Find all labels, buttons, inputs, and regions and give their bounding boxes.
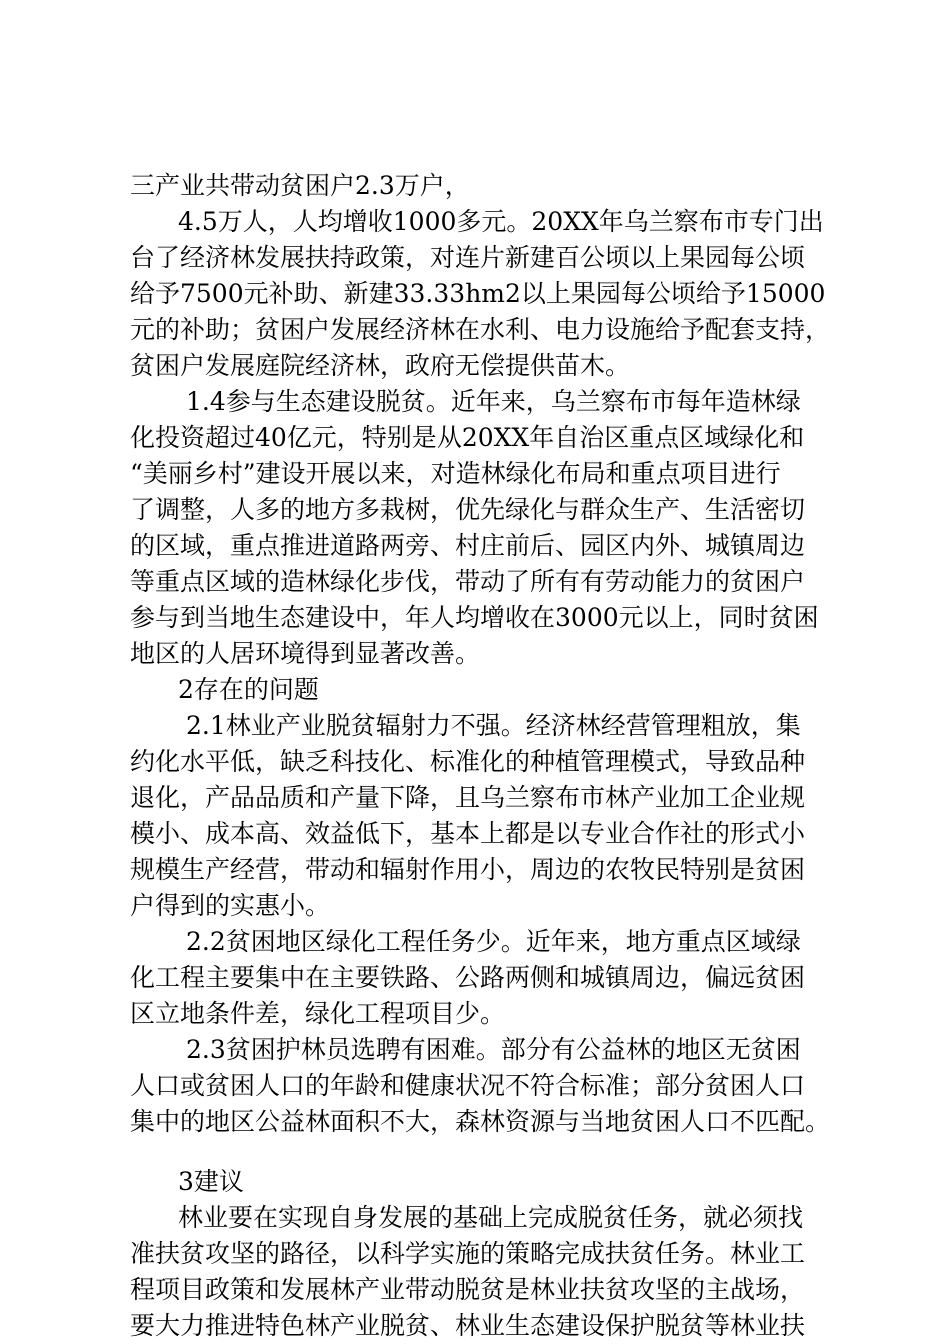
- text-line-6: 贫困户发展庭院经济林，政府无偿提供苗木。: [130, 351, 631, 380]
- text-line-8: 化投资超过40亿元，特别是从20XX年自治区重点区域绿化和: [130, 423, 805, 452]
- text-line-30: 准扶贫攻坚的路径，以科学实施的策略完成扶贫任务。林业工: [130, 1239, 806, 1268]
- text-line-12: 等重点区域的造林绿化步伐，带动了所有有劳动能力的贫困户: [130, 567, 806, 596]
- text-line-4: 给予7500元补助、新建33.33hm2以上果园每公顷给予15000: [130, 279, 826, 308]
- text-line-31: 程项目政策和发展林产业带动脱贫是林业扶贫攻坚的主战场，: [130, 1275, 806, 1304]
- text-line-14: 地区的人居环境得到显著改善。: [130, 639, 481, 668]
- text-line-9: “美丽乡村”建设开展以来，对造林绿化布局和重点项目进行: [130, 459, 781, 488]
- text-line-3: 台了经济林发展扶持政策，对连片新建百公顷以上果园每公顷: [130, 243, 806, 272]
- text-line-2: 4.5万人，人均增收1000多元。20XX年乌兰察布市专门出: [178, 207, 824, 236]
- text-line-22: 2.2贫困地区绿化工程任务少。近年来，地方重点区域绿: [186, 927, 801, 956]
- text-line-29: 林业要在实现自身发展的基础上完成脱贫任务，就必须找: [178, 1203, 804, 1232]
- text-line-17: 约化水平低，缺乏科技化、标准化的种植管理模式，导致品种: [130, 747, 806, 776]
- text-line-26: 人口或贫困人口的年龄和健康状况不符合标准；部分贫困人口: [130, 1071, 806, 1100]
- text-line-20: 规模生产经营，带动和辐射作用小，周边的农牧民特别是贫困: [130, 855, 806, 884]
- text-line-11: 的区域，重点推进道路两旁、村庄前后、园区内外、城镇周边: [130, 531, 806, 560]
- text-line-16: 2.1林业产业脱贫辐射力不强。经济林经营管理粗放，集: [186, 711, 801, 740]
- text-line-32: 要大力推进特色林产业脱贫、林业生态建设保护脱贫等林业扶: [130, 1311, 806, 1340]
- text-line-10: 了调整，人多的地方多栽树，优先绿化与群众生产、生活密切: [130, 495, 806, 524]
- section-heading-suggestions: 3建议: [178, 1167, 244, 1196]
- text-line-25: 2.3贫困护林员选聘有困难。部分有公益林的地区无贫困: [186, 1035, 801, 1064]
- text-line-5: 元的补助；贫困户发展经济林在水利、电力设施给予配套支持，: [130, 315, 831, 344]
- text-line-23: 化工程主要集中在主要铁路、公路两侧和城镇周边，偏远贫困: [130, 963, 806, 992]
- text-line-13: 参与到当地生态建设中，年人均增收在3000元以上，同时贫困: [130, 603, 819, 632]
- text-line-18: 退化，产品品质和产量下降，且乌兰察布市林产业加工企业规: [130, 783, 806, 812]
- section-heading-problems: 2存在的问题: [178, 675, 319, 704]
- text-line-21: 户得到的实惠小。: [130, 891, 331, 920]
- text-line-7: 1.4参与生态建设脱贫。近年来，乌兰察布市每年造林绿: [186, 387, 801, 416]
- text-line-27: 集中的地区公益林面积不大，森林资源与当地贫困人口不匹配。: [130, 1107, 831, 1136]
- text-line-19: 模小、成本高、效益低下，基本上都是以专业合作社的形式小: [130, 819, 806, 848]
- text-line-1: 三产业共带动贫困户2.3万户，: [130, 171, 470, 200]
- text-line-24: 区立地条件差，绿化工程项目少。: [130, 999, 506, 1028]
